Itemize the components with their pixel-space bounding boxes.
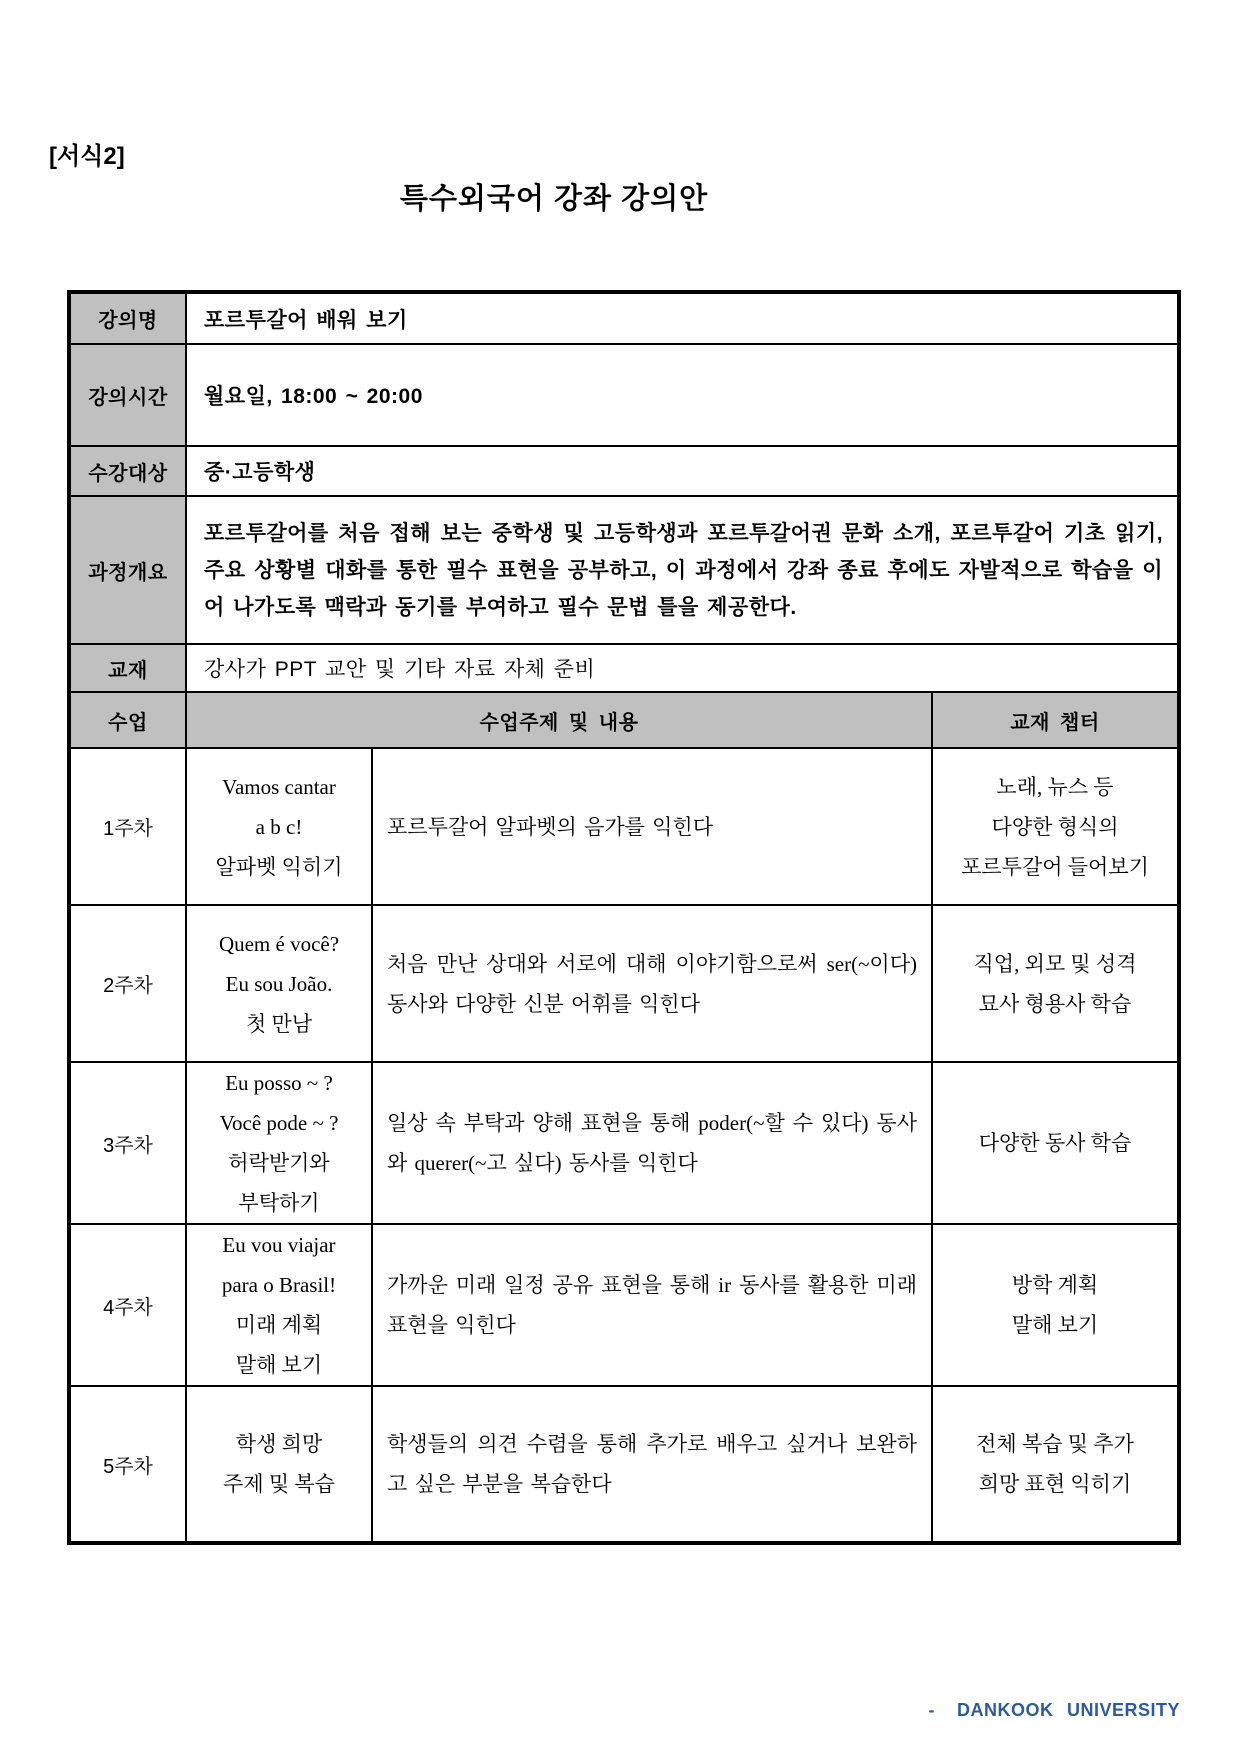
label-course-overview: 과정개요	[69, 496, 186, 644]
topic-line: 부탁하기	[238, 1191, 320, 1215]
schedule-row-week4	[69, 1224, 1179, 1386]
topic-line: Eu posso ~ ?	[225, 1071, 333, 1095]
topic-line: Quem é você?	[218, 931, 340, 956]
topic-line: 말해 보기	[235, 1353, 323, 1377]
value-target-students: 중·고등학생	[186, 446, 1179, 496]
topic-line: Você pode ~ ?	[219, 1111, 339, 1135]
chapter-line: 다양한 형식의	[991, 814, 1119, 839]
footer-university	[928, 1700, 1180, 1721]
form-label: [서식2]	[49, 143, 125, 170]
schedule-row-week3	[69, 1062, 1179, 1224]
info-row-course-overview	[69, 496, 1179, 644]
label-textbook: 교재	[69, 644, 186, 692]
chapter-cell	[932, 1062, 1179, 1224]
topic-line: para o Brasil!	[221, 1273, 337, 1297]
header-topic: 수업주제 및 내용	[186, 692, 932, 748]
header-chapter: 교재 챕터	[932, 692, 1179, 748]
schedule-row-week2	[69, 905, 1179, 1062]
topic-line: Vamos cantar	[222, 774, 336, 799]
chapter-line: 묘사 형용사 학습	[978, 991, 1132, 1016]
header-week: 수업	[69, 692, 186, 748]
topic-line: 학생 희망	[235, 1432, 323, 1456]
content-cell: 일상 속 부탁과 양해 표현을 통해 poder(~할 수 있다) 동사와 querer(~고 싶다) 동사를 익힌다	[372, 1062, 932, 1224]
label-target-students: 수강대상	[69, 446, 186, 496]
chapter-line: 다양한 동사 학습	[978, 1131, 1132, 1155]
topic-line: 허락받기와	[228, 1151, 330, 1175]
course-table	[67, 290, 1181, 1545]
value-course-name: 포르투갈어 배워 보기	[186, 292, 1179, 344]
week-cell: 2주차	[69, 905, 186, 1062]
chapter-line: 직업, 외모 및 성격	[973, 951, 1137, 976]
label-course-name: 강의명	[69, 292, 186, 344]
chapter-cell	[932, 748, 1179, 905]
content-cell: 가까운 미래 일정 공유 표현을 통해 ir 동사를 활용한 미래 표현을 익힌다	[372, 1224, 932, 1386]
schedule-row-week5	[69, 1386, 1179, 1543]
footer-dash: -	[928, 1700, 935, 1720]
info-row-target-students	[69, 446, 1179, 496]
topic-line: Eu vou viajar	[222, 1233, 336, 1257]
topic-cell	[186, 1224, 372, 1386]
topic-cell	[186, 905, 372, 1062]
chapter-cell	[932, 1224, 1179, 1386]
topic-cell	[186, 1386, 372, 1543]
topic-line: 알파벳 익히기	[215, 854, 343, 879]
chapter-line: 노래, 뉴스 등	[996, 774, 1114, 799]
chapter-line: 방학 계획	[1011, 1273, 1099, 1297]
week-cell: 3주차	[69, 1062, 186, 1224]
info-row-textbook	[69, 644, 1179, 692]
topic-line: 미래 계획	[235, 1313, 323, 1337]
topic-cell	[186, 748, 372, 905]
week-cell: 1주차	[69, 748, 186, 905]
footer-university-name: DANKOOK UNIVERSITY	[956, 1700, 1180, 1720]
content-cell: 포르투갈어 알파벳의 음가를 익힌다	[372, 748, 932, 905]
content-cell: 처음 만난 상대와 서로에 대해 이야기함으로써 ser(~이다) 동사와 다양한 신분 어휘를 익힌다	[372, 905, 932, 1062]
week-cell: 4주차	[69, 1224, 186, 1386]
value-course-overview: 포르투갈어를 처음 접해 보는 중학생 및 고등학생과 포르투갈어권 문화 소개, 포르투갈어 기초 읽기, 주요 상황별 대화를 통한 필수 표현을 공부하고, 이 과정에서 강좌 종료 후에도 자발적으로 학습을 이어 나가도록 맥락과 동기를 부여하고 필수 문법 틀을 제공한다.	[186, 496, 1179, 644]
topic-line: Eu sou João.	[225, 971, 333, 996]
chapter-line: 포르투갈어 들어보기	[961, 854, 1149, 879]
topic-line: 주제 및 복습	[223, 1472, 335, 1496]
info-row-course-time	[69, 344, 1179, 446]
chapter-line: 희망 표현 익히기	[978, 1472, 1132, 1496]
topic-cell	[186, 1062, 372, 1224]
value-course-time: 월요일, 18:00 ~ 20:00	[186, 344, 1179, 446]
content-cell: 학생들의 의견 수렴을 통해 추가로 배우고 싶거나 보완하고 싶은 부분을 복습한다	[372, 1386, 932, 1543]
label-course-time: 강의시간	[69, 344, 186, 446]
week-cell: 5주차	[69, 1386, 186, 1543]
value-textbook: 강사가 PPT 교안 및 기타 자료 자체 준비	[186, 644, 1179, 692]
chapter-cell	[932, 905, 1179, 1062]
schedule-header-row	[69, 692, 1179, 748]
topic-line: 첫 만남	[245, 1011, 313, 1036]
info-row-course-name	[69, 292, 1179, 344]
chapter-cell	[932, 1386, 1179, 1543]
chapter-line: 말해 보기	[1011, 1313, 1099, 1337]
chapter-line: 전체 복습 및 추가	[976, 1432, 1134, 1456]
schedule-row-week1	[69, 748, 1179, 905]
page-title: 특수외국어 강좌 강의안	[399, 183, 709, 215]
topic-line: a b c!	[255, 814, 303, 839]
